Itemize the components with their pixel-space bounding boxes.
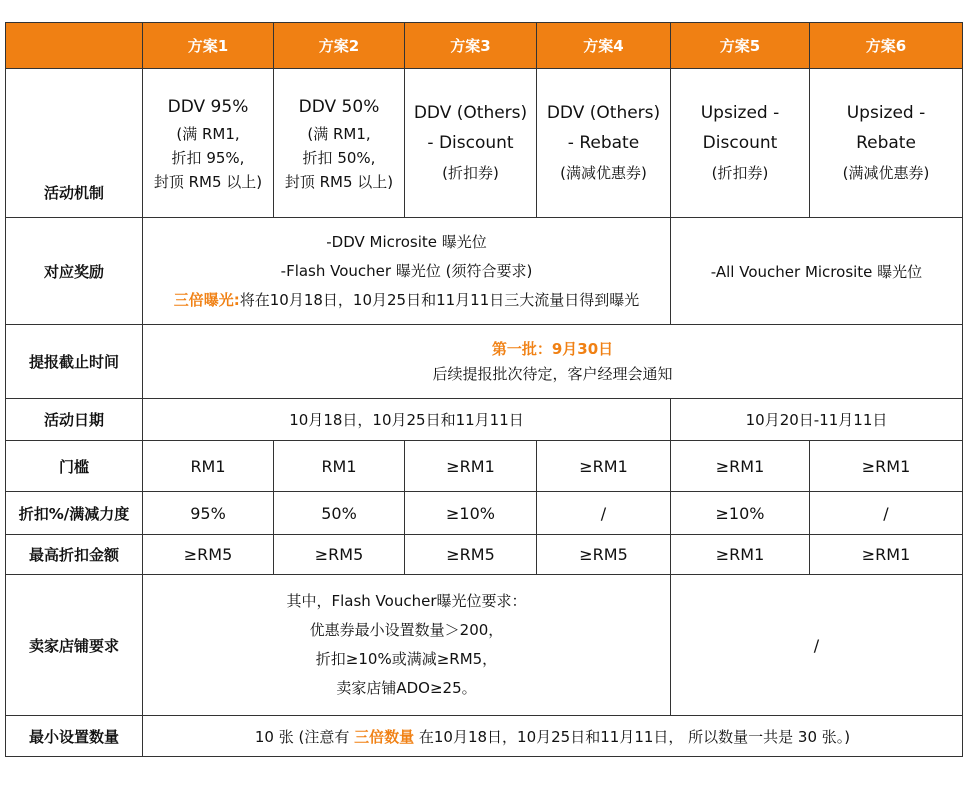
- reward-left-l3: [147, 286, 666, 315]
- seller-left: [143, 575, 671, 716]
- row-label-reward: 对应奖励: [6, 218, 143, 325]
- header-row: [6, 23, 963, 69]
- date-left: 10月18日，10月25日和11月11日: [143, 399, 671, 441]
- discount-plan-3: ≥10%: [405, 492, 537, 535]
- seller-l4: 卖家店铺ADO≥25。: [336, 679, 477, 697]
- date-right: 10月20日-11月11日: [671, 399, 963, 441]
- deadline-cell: [143, 325, 963, 399]
- threshold-plan-4: ≥RM1: [537, 441, 671, 492]
- threshold-row: [6, 441, 963, 492]
- minqty-highlight: 三倍数量: [354, 727, 415, 746]
- mech-p6-l2: Rebate: [856, 133, 916, 153]
- discount-plan-2: 50%: [274, 492, 405, 535]
- row-label-discount: 折扣%/满减力度: [6, 492, 143, 535]
- mechanism-plan-4: [537, 69, 671, 218]
- mech-p5-l3: (折扣券): [711, 164, 769, 182]
- deadline-note: 后续提报批次待定，客户经理会通知: [432, 364, 673, 383]
- mech-p5-l1: Upsized -: [700, 103, 780, 123]
- mech-p4-l1: DDV (Others): [546, 103, 661, 123]
- discount-plan-4: /: [537, 492, 671, 535]
- deadline-row: [6, 325, 963, 399]
- reward-left-l2: -Flash Voucher 曝光位 (须符合要求): [280, 261, 533, 280]
- mech-p2-l1: (满 RM1,: [307, 125, 371, 143]
- max-plan-3: ≥RM5: [405, 535, 537, 575]
- mech-p1-title: DDV 95%: [167, 97, 249, 117]
- seller-l3: 折扣≥10%或满减≥RM5，: [315, 650, 498, 668]
- seller-l1: 其中，Flash Voucher曝光位要求：: [286, 592, 527, 610]
- minqty-row: [6, 716, 963, 757]
- seller-l2: 优惠券最小设置数量＞200，: [309, 621, 504, 639]
- discount-row: [6, 492, 963, 535]
- reward-triple-text: 将在10月18日，10月25日和11月11日三大流量日得到曝光: [239, 290, 640, 309]
- seller-row: [6, 575, 963, 716]
- mech-p6-l1: Upsized -: [846, 103, 926, 123]
- max-plan-1: ≥RM5: [143, 535, 274, 575]
- row-label-minqty: 最小设置数量: [6, 716, 143, 757]
- row-label-mechanism: 活动机制: [6, 69, 143, 218]
- max-plan-5: ≥RM1: [671, 535, 810, 575]
- mechanism-plan-6: [810, 69, 963, 218]
- reward-left: [143, 218, 671, 325]
- reward-row: [6, 218, 963, 325]
- threshold-plan-1: RM1: [143, 441, 274, 492]
- threshold-plan-3: ≥RM1: [405, 441, 537, 492]
- mech-p1-l1: (满 RM1,: [176, 125, 240, 143]
- mech-p5-l2: Discount: [702, 133, 778, 153]
- mech-p3-l3: (折扣券): [442, 164, 499, 182]
- mech-p2-title: DDV 50%: [298, 97, 380, 117]
- row-label-deadline: 提报截止时间: [6, 325, 143, 399]
- mech-p3-l2: - Discount: [427, 133, 514, 153]
- mech-p4-l2: - Rebate: [567, 133, 640, 153]
- max-plan-4: ≥RM5: [537, 535, 671, 575]
- reward-left-l1: -DDV Microsite 曝光位: [326, 232, 487, 251]
- reward-right: -All Voucher Microsite 曝光位: [671, 218, 963, 325]
- header-plan-6: 方案6: [810, 23, 963, 69]
- header-plan-1: 方案1: [143, 23, 274, 69]
- mechanism-plan-2: [274, 69, 405, 218]
- mech-p3-l1: DDV (Others): [413, 103, 528, 123]
- deadline-first-batch: 第一批：9月30日: [491, 339, 614, 358]
- max-plan-6: ≥RM1: [810, 535, 963, 575]
- header-plan-5: 方案5: [671, 23, 810, 69]
- header-plan-3: 方案3: [405, 23, 537, 69]
- max-plan-2: ≥RM5: [274, 535, 405, 575]
- mech-p6-l3: (满减优惠券): [842, 164, 930, 182]
- date-row: [6, 399, 963, 441]
- row-label-date: 活动日期: [6, 399, 143, 441]
- discount-plan-1: 95%: [143, 492, 274, 535]
- mech-p1-l2: 折扣 95%,: [171, 149, 245, 167]
- minqty-post: 在10月18日，10月25日和11月11日， 所以数量一共是 30 张。): [414, 727, 851, 746]
- row-label-seller: 卖家店铺要求: [6, 575, 143, 716]
- mech-p1-l3: 封顶 RM5 以上): [153, 173, 263, 191]
- discount-plan-6: /: [810, 492, 963, 535]
- minqty-cell: [143, 716, 963, 757]
- discount-plan-5: ≥10%: [671, 492, 810, 535]
- mechanism-plan-3: [405, 69, 537, 218]
- max-row: [6, 535, 963, 575]
- mechanism-plan-1: [143, 69, 274, 218]
- row-label-threshold: 门槛: [6, 441, 143, 492]
- header-plan-2: 方案2: [274, 23, 405, 69]
- seller-right: /: [671, 575, 963, 716]
- mech-p2-l2: 折扣 50%,: [302, 149, 376, 167]
- threshold-plan-6: ≥RM1: [810, 441, 963, 492]
- minqty-pre: 10 张 (注意有: [254, 727, 355, 746]
- mech-p2-l3: 封顶 RM5 以上): [284, 173, 394, 191]
- threshold-plan-2: RM1: [274, 441, 405, 492]
- campaign-table: [5, 22, 963, 757]
- mechanism-row: [6, 69, 963, 218]
- reward-triple-highlight: 三倍曝光:: [173, 290, 240, 309]
- header-corner: [6, 23, 143, 69]
- row-label-max: 最高折扣金额: [6, 535, 143, 575]
- mech-p4-l3: (满减优惠券): [560, 164, 647, 182]
- mechanism-plan-5: [671, 69, 810, 218]
- threshold-plan-5: ≥RM1: [671, 441, 810, 492]
- header-plan-4: 方案4: [537, 23, 671, 69]
